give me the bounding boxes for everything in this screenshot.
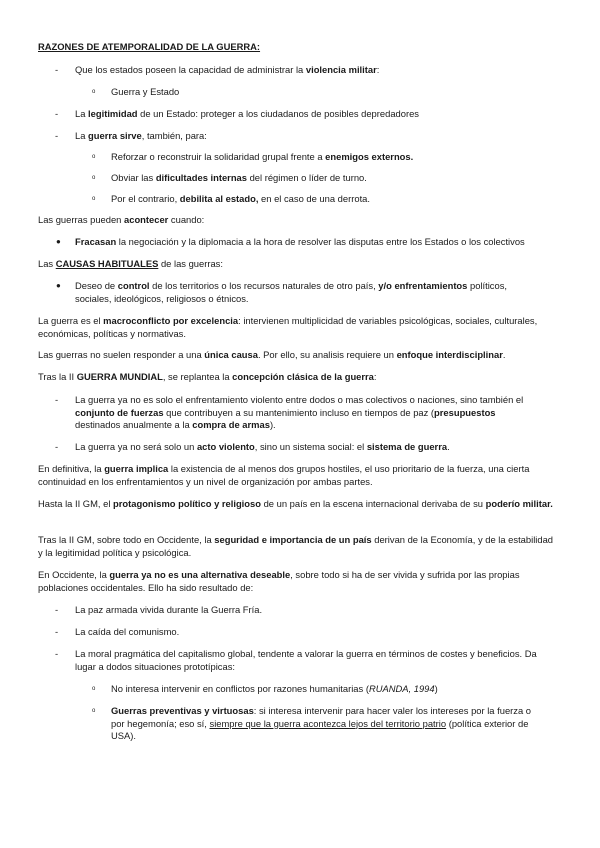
paragraph-acontecer: Las guerras pueden acontecer cuando: (38, 214, 205, 225)
paragraph-seguridad: Tras la II GM, sobre todo en Occidente, la seguridad e importancia de un país derivan de la Economía, y de la estabilidad y la legitimidad política y psicológica. (38, 534, 554, 558)
dash-bullet: - (55, 441, 59, 452)
paragraph-definitiva: En definitiva, la guerra implica la existencia de al menos dos grupos hostiles, el uso prioritario de la fuerza, una cierta continuidad en los enfrentamientos y un nivel de organización por ambas partes. (38, 463, 530, 487)
dash-bullet: - (55, 648, 59, 659)
paragraph-causas: Las CAUSAS HABITUALES de las guerras: (38, 258, 223, 269)
circle-bullet: o (92, 154, 96, 160)
circle-bullet: o (92, 708, 96, 714)
paragraph-tras-iigm: Tras la II GUERRA MUNDIAL, se replantea la concepción clásica de la guerra: (38, 371, 377, 382)
sub-item-ruanda: No interesa intervenir en conflictos por razones humanitarias (RUANDA, 1994) (111, 683, 438, 694)
circle-bullet: o (92, 196, 96, 202)
reason-war-serves: La guerra sirve, también, para: (75, 130, 207, 141)
sub-item-solidarity: Reforzar o reconstruir la solidaridad grupal frente a enemigos externos. (111, 151, 414, 162)
item-moral-pragmatica: La moral pragmática del capitalismo global, tendente a valorar la guerra en términos de costes y beneficios. Da lugar a dodos situaciones prototípicas: (75, 648, 537, 672)
item-caida-comunismo: La caída del comunismo. (75, 626, 180, 637)
sub-item-internal-difficulties: Obviar las dificultades internas del régimen o líder de turno. (111, 172, 367, 183)
paragraph-hasta-iigm: Hasta la II GM, el protagonismo político y religioso de un país en la escena internacional derivaba de su poderío militar. (38, 498, 553, 509)
disc-bullet: ● (56, 281, 61, 290)
reason-legitimacy: La legitimidad de un Estado: proteger a los ciudadanos de posibles depredadores (75, 108, 419, 119)
circle-bullet: o (92, 89, 96, 95)
dash-bullet: - (55, 130, 59, 141)
dash-bullet: - (55, 108, 59, 119)
dash-bullet: - (55, 604, 59, 615)
circle-bullet: o (92, 175, 96, 181)
paragraph-macroconflicto: La guerra es el macroconflicto por excelencia: intervienen multiplicidad de variables psicológicas, sociales, culturales, económicas, políticas y normativas. (38, 315, 538, 339)
paragraph-occidente: En Occidente, la guerra ya no es una alternativa deseable, sobre todo si ha de ser vivida y sufrida por las propias poblaciones occidentales. Ello ha sido resultado de: (38, 569, 520, 593)
section-heading: RAZONES DE ATEMPORALIDAD DE LA GUERRA: (38, 41, 261, 52)
item-fracasan: Fracasan la negociación y la diplomacia a la hora de resolver las disputas entre los Estados o los colectivos (75, 236, 525, 247)
disc-bullet: ● (56, 237, 61, 246)
sub-item-guerras-preventivas: Guerras preventivas y virtuosas: si interesa intervenir para hacer valer los intereses por la fuerza o por hegemonía; eso sí, siempre que la guerra acontezca lejos del territorio patrio (política exterior de USA). (111, 705, 531, 742)
dash-bullet: - (55, 626, 59, 637)
sub-item-guerra-estado: Guerra y Estado (111, 86, 180, 97)
item-deseo-control: Deseo de control de los territorios o los recursos naturales de otro país, y/o enfrentamientos políticos, sociales, ideológicos, religiosos o étnicos. (75, 280, 507, 304)
circle-bullet: o (92, 686, 96, 692)
item-sistema-guerra: La guerra ya no será solo un acto violento, sino un sistema social: el sistema de guerra. (75, 441, 450, 452)
dash-bullet: - (55, 394, 59, 405)
sub-item-weakens-state: Por el contrario, debilita al estado, en el caso de una derrota. (111, 193, 370, 204)
item-conjunto-fuerzas: La guerra ya no es solo el enfrentamiento violento entre dodos o mas colectivos o naciones, sino también el conjunto de fuerzas que contribuyen a su mantenimiento incluso en tiempos de paz (presupuestos destinados anualmente a la compra de armas). (75, 394, 524, 431)
reason-state-violence: Que los estados poseen la capacidad de administrar la violencia militar: (75, 64, 380, 75)
dash-bullet: - (55, 64, 59, 75)
item-paz-armada: La paz armada vivida durante la Guerra Fría. (75, 604, 263, 615)
paragraph-unica-causa: Las guerras no suelen responder a una única causa. Por ello, su analisis requiere un enfoque interdisciplinar. (38, 349, 506, 360)
